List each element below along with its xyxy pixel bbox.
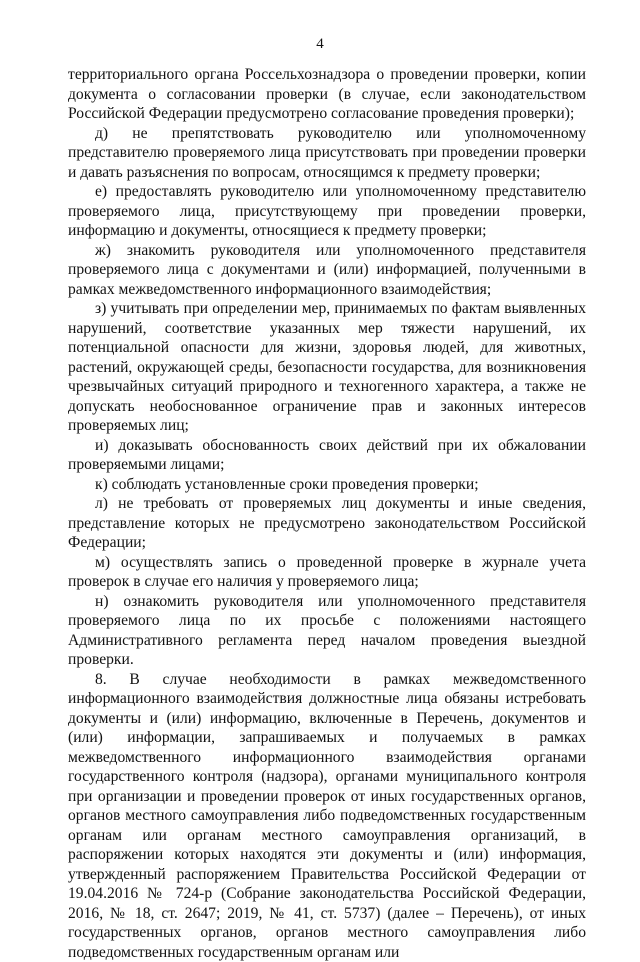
page-number: 4 xyxy=(0,36,640,53)
paragraph-k: к) соблюдать установленные сроки проведения проверки; xyxy=(68,475,586,495)
paragraph-i: и) доказывать обоснованность своих действий при их обжаловании проверяемыми лицами; xyxy=(68,436,586,475)
paragraph-d: д) не препятствовать руководителю или уполномоченному представителю проверяемого лица присутствовать при проведении проверки и давать разъяснения по вопросам, относящимся к предмету проверки; xyxy=(68,124,586,183)
paragraph-8: 8. В случае необходимости в рамках межведомственного информационного взаимодействия должностные лица обязаны истребовать документы и (или) информацию, включенные в Перечень, документов и (или) информации, запрашиваемых и получаемых в рамках межведомственного информационного взаимодействия органами государственного контроля (надзора), органами муниципального контроля при организации и проведении проверок от иных государственных органов, органов местного самоуправления либо подведомственных государственным органам или органам местного самоуправления организаций, в распоряжении которых находятся эти документы и (или) информация, утвержденный распоряжением Правительства Российской Федерации от 19.04.2016 № 724-р (Собрание законодательства Российской Федерации, 2016, № 18, ст. 2647; 2019, № 41, ст. 5737) (далее – Перечень), от иных государственных органов, органов местного самоуправления либо подведомственных государственным органам или xyxy=(68,670,586,962)
paragraph-e: е) предоставлять руководителю или уполномоченному представителю проверяемого лица, присутствующему при проведении проверки, информацию и документы, относящиеся к предмету проверки; xyxy=(68,182,586,241)
paragraph-m: м) осуществлять запись о проведенной проверке в журнале учета проверок в случае его наличия у проверяемого лица; xyxy=(68,553,586,592)
paragraph-zh: ж) знакомить руководителя или уполномоченного представителя проверяемого лица с документами и (или) информацией, полученными в рамках межведомственного информационного взаимодействия; xyxy=(68,241,586,300)
paragraph-continuation: территориального органа Россельхознадзора о проведении проверки, копии документа о согласовании проверки (в случае, если законодательством Российской Федерации предусмотрено согласование проведения проверки); xyxy=(68,65,586,124)
paragraph-l: л) не требовать от проверяемых лиц документы и иные сведения, представление которых не предусмотрено законодательством Российской Федерации; xyxy=(68,494,586,553)
paragraph-z: з) учитывать при определении мер, принимаемых по фактам выявленных нарушений, соответствие указанных мер тяжести нарушений, их потенциальной опасности для жизни, здоровья людей, для животных, растений, окружающей среды, безопасности государства, для возникновения чрезвычайных ситуаций природного и техногенного характера, а также не допускать необоснованное ограничение прав и законных интересов проверяемых лиц; xyxy=(68,299,586,436)
paragraph-n: н) ознакомить руководителя или уполномоченного представителя проверяемого лица по их просьбе с положениями настоящего Административного регламента перед началом проведения выездной проверки. xyxy=(68,592,586,670)
document-body xyxy=(68,65,586,962)
